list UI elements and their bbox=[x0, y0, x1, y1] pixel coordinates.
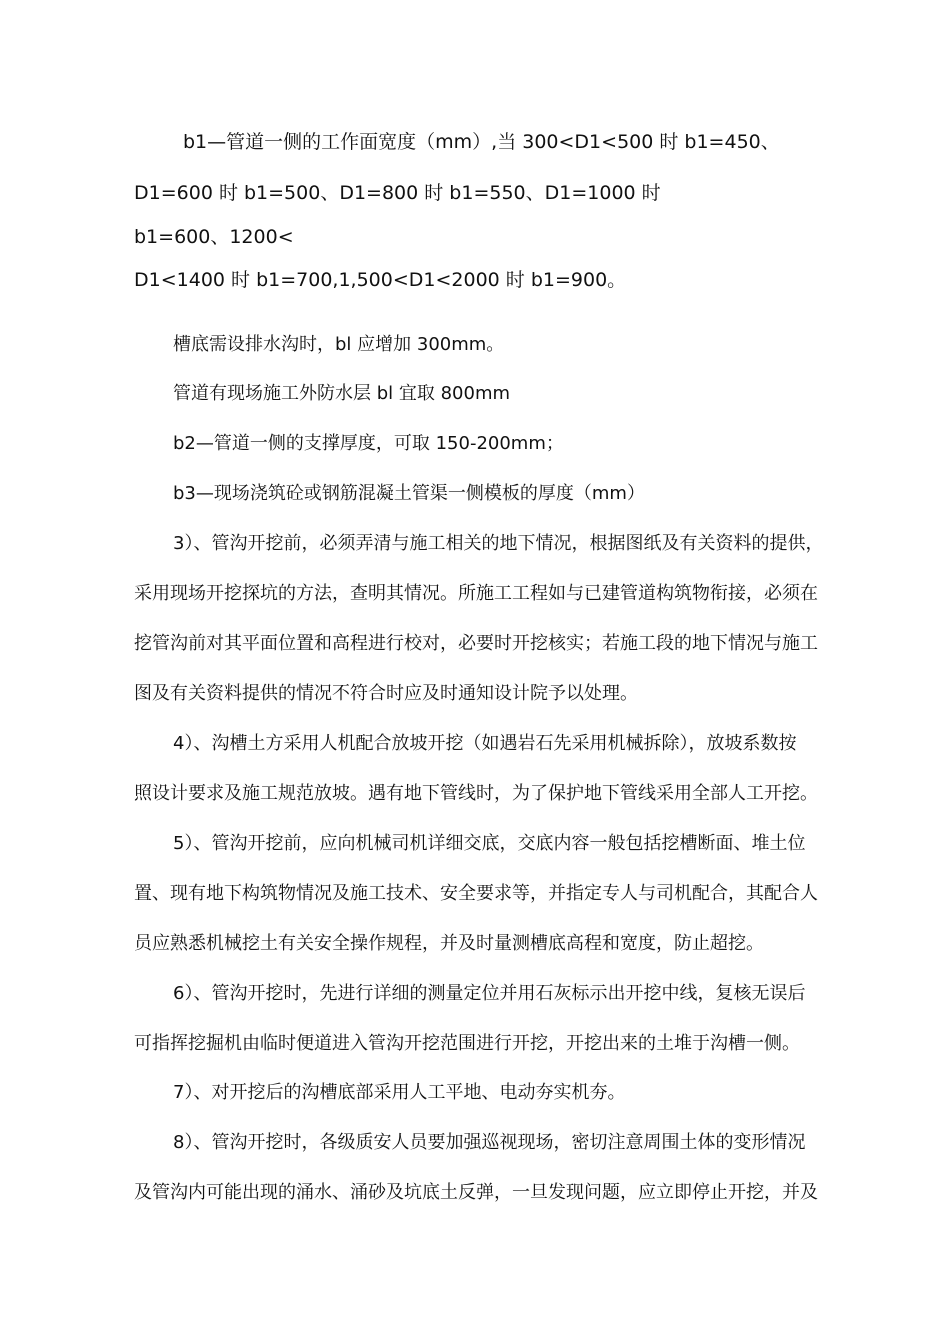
text-line: 可指挥挖掘机由临时便道进入管沟开挖范围进行开挖，开挖出来的土堆于沟槽一侧。 bbox=[134, 1033, 800, 1054]
text-line: b3—现场浇筑砼或钢筋混凝土管渠一侧模板的厚度（mm） bbox=[173, 483, 645, 504]
text-line: 3）、管沟开挖前，必须弄清与施工相关的地下情况，根据图纸及有关资料的提供， bbox=[173, 533, 824, 554]
text-line: b1=600、1200< bbox=[134, 226, 294, 248]
text-line: 6）、管沟开挖时，先进行详细的测量定位并用石灰标示出开挖中线，复核无误后 bbox=[173, 983, 806, 1004]
text-line: 图及有关资料提供的情况不符合时应及时通知设计院予以处理。 bbox=[134, 683, 638, 704]
text-line: 7）、对开挖后的沟槽底部采用人工平地、电动夯实机夯。 bbox=[173, 1082, 626, 1103]
text-line: 置、现有地下构筑物情况及施工技术、安全要求等，并指定专人与司机配合，其配合人 bbox=[134, 883, 818, 904]
text-line: b2—管道一侧的支撑厚度，可取 150-200mm； bbox=[173, 433, 564, 454]
text-line: 采用现场开挖探坑的方法，查明其情况。所施工工程如与已建管道构筑物衔接，必须在 bbox=[134, 583, 818, 604]
text-line: 员应熟悉机械挖土有关安全操作规程，并及时量测槽底高程和宽度，防止超挖。 bbox=[134, 933, 764, 954]
text-line: 及管沟内可能出现的涌水、涌砂及坑底土反弹，一旦发现问题，应立即停止开挖，并及 bbox=[134, 1182, 818, 1203]
text-line: 4）、沟槽土方采用人机配合放坡开挖（如遇岩石先采用机械拆除），放坡系数按 bbox=[173, 733, 797, 754]
text-line: 挖管沟前对其平面位置和高程进行校对，必要时开挖核实；若施工段的地下情况与施工 bbox=[134, 633, 818, 654]
text-line: D1<1400 时 b1=700,1,500<D1<2000 时 b1=900。 bbox=[134, 269, 627, 291]
text-line: 5）、管沟开挖前，应向机械司机详细交底，交底内容一般包括挖槽断面、堆土位 bbox=[173, 833, 806, 854]
text-line: b1—管道一侧的工作面宽度（mm）,当 300<D1<500 时 b1=450、 bbox=[183, 131, 780, 153]
text-line: 管道有现场施工外防水层 bl 宜取 800mm bbox=[173, 383, 511, 404]
text-line: 照设计要求及施工规范放坡。遇有地下管线时，为了保护地下管线采用全部人工开挖。 bbox=[134, 783, 818, 804]
text-line: D1=600 时 b1=500、D1=800 时 b1=550、D1=1000 时 bbox=[134, 182, 661, 204]
text-line: 槽底需设排水沟时，bl 应增加 300mm。 bbox=[173, 334, 505, 355]
text-line: 8）、管沟开挖时，各级质安人员要加强巡视现场，密切注意周围土体的变形情况 bbox=[173, 1132, 806, 1153]
